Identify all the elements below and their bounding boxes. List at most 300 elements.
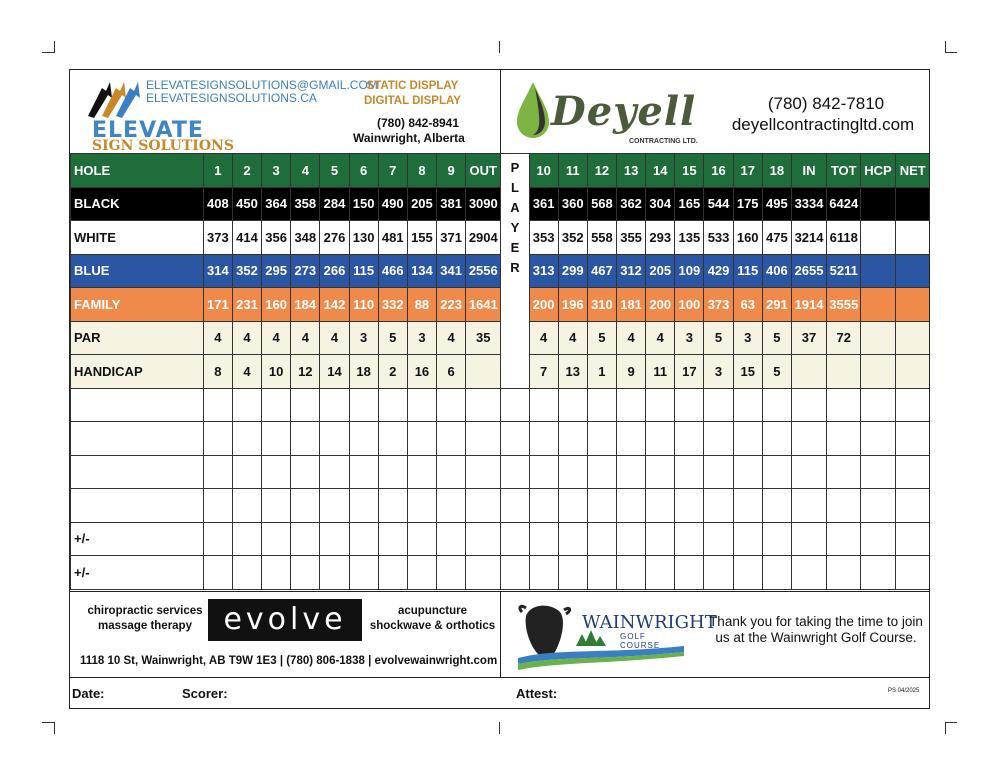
score-cell: 115 xyxy=(733,254,762,288)
score-cell: 175 xyxy=(733,187,762,221)
score-cell: 1641 xyxy=(466,288,501,322)
score-entry-cell[interactable] xyxy=(733,422,762,456)
entry-row-label xyxy=(71,489,204,523)
score-cell: 10 xyxy=(262,355,291,389)
score-cell: 276 xyxy=(320,221,349,255)
score-entry-cell[interactable] xyxy=(646,422,675,456)
score-cell: 8 xyxy=(203,355,232,389)
drop-icon xyxy=(513,80,553,140)
score-entry-cell[interactable] xyxy=(349,388,378,422)
hole-header-cell: 4 xyxy=(291,154,320,188)
score-entry-cell[interactable] xyxy=(733,489,762,523)
score-entry-cell[interactable] xyxy=(437,556,466,590)
score-entry-cell[interactable] xyxy=(232,388,261,422)
score-entry-cell[interactable] xyxy=(349,522,378,556)
hole-header-cell: 5 xyxy=(320,154,349,188)
deyell-website: deyellcontractingltd.com xyxy=(731,115,915,134)
score-entry-cell[interactable] xyxy=(466,422,501,456)
score-entry-cell[interactable] xyxy=(895,422,930,456)
score-entry-cell[interactable] xyxy=(203,422,232,456)
hole-header-cell: 2 xyxy=(232,154,261,188)
row-label: WHITE xyxy=(71,221,204,255)
service-acupuncture: acupuncture xyxy=(397,605,467,617)
score-entry-cell[interactable] xyxy=(529,522,558,556)
score-cell: 184 xyxy=(291,288,320,322)
score-entry-cell[interactable] xyxy=(861,489,895,523)
score-cell: 362 xyxy=(617,187,646,221)
score-cell: 4 xyxy=(617,321,646,355)
score-entry-cell[interactable] xyxy=(378,422,407,456)
score-entry-cell[interactable] xyxy=(501,422,529,456)
score-entry-cell[interactable] xyxy=(791,388,826,422)
score-entry-cell[interactable] xyxy=(466,522,501,556)
score-entry-cell[interactable] xyxy=(762,556,791,590)
score-cell: 4 xyxy=(437,321,466,355)
score-entry-cell[interactable] xyxy=(617,556,646,590)
hole-header-cell: 3 xyxy=(262,154,291,188)
score-cell: 205 xyxy=(646,254,675,288)
score-cell: 304 xyxy=(646,187,675,221)
score-cell[interactable] xyxy=(895,288,930,322)
score-cell: 450 xyxy=(232,187,261,221)
score-entry-cell[interactable] xyxy=(466,489,501,523)
score-entry-cell[interactable] xyxy=(466,388,501,422)
score-cell: 165 xyxy=(675,187,704,221)
score-entry-row xyxy=(71,422,931,456)
score-cell: 160 xyxy=(733,221,762,255)
deyell-ad xyxy=(500,70,930,153)
score-entry-cell[interactable] xyxy=(895,489,930,523)
service-shockwave: shockwave & orthotics xyxy=(369,620,496,632)
hole-header-cell: 14 xyxy=(646,154,675,188)
score-entry-cell[interactable] xyxy=(262,556,291,590)
score-entry-row xyxy=(71,556,931,590)
score-entry-cell[interactable] xyxy=(291,388,320,422)
entry-row-label xyxy=(71,455,204,489)
score-entry-cell[interactable] xyxy=(827,455,861,489)
score-entry-cell[interactable] xyxy=(895,522,930,556)
score-cell: 5211 xyxy=(827,254,861,288)
score-cell: 4 xyxy=(320,321,349,355)
player-letter: A xyxy=(510,200,520,215)
score-entry-cell[interactable] xyxy=(262,522,291,556)
score-entry-cell[interactable] xyxy=(646,556,675,590)
score-entry-cell[interactable] xyxy=(646,455,675,489)
score-entry-cell[interactable] xyxy=(827,556,861,590)
score-entry-cell[interactable] xyxy=(437,388,466,422)
score-entry-cell[interactable] xyxy=(203,556,232,590)
hole-header-cell: 15 xyxy=(675,154,704,188)
score-entry-cell[interactable] xyxy=(466,455,501,489)
score-entry-cell[interactable] xyxy=(861,556,895,590)
white-row xyxy=(71,221,931,255)
score-cell: 3334 xyxy=(791,187,826,221)
hole-header-cell: HCP xyxy=(861,154,895,188)
score-entry-cell[interactable] xyxy=(407,455,436,489)
score-entry-cell[interactable] xyxy=(704,455,733,489)
score-table xyxy=(70,153,930,590)
score-cell: 150 xyxy=(349,187,378,221)
score-cell: 35 xyxy=(466,321,501,355)
score-entry-cell[interactable] xyxy=(558,489,587,523)
score-entry-cell[interactable] xyxy=(704,388,733,422)
score-cell: 293 xyxy=(646,221,675,255)
score-entry-cell[interactable] xyxy=(291,489,320,523)
score-entry-cell[interactable] xyxy=(262,422,291,456)
score-cell: 223 xyxy=(437,288,466,322)
score-entry-cell[interactable] xyxy=(617,422,646,456)
score-entry-cell[interactable] xyxy=(232,455,261,489)
score-entry-cell[interactable] xyxy=(762,455,791,489)
score-cell: 6118 xyxy=(827,221,861,255)
top-ad-band xyxy=(70,70,930,154)
score-cell: 310 xyxy=(587,288,616,322)
score-entry-cell[interactable] xyxy=(262,455,291,489)
score-cell: 16 xyxy=(407,355,436,389)
hole-header-cell: NET xyxy=(895,154,930,188)
crop-mark xyxy=(42,52,54,53)
score-entry-cell[interactable] xyxy=(407,489,436,523)
score-entry-cell[interactable] xyxy=(791,455,826,489)
score-entry-cell[interactable] xyxy=(203,489,232,523)
score-entry-cell[interactable] xyxy=(501,489,529,523)
score-cell: 160 xyxy=(262,288,291,322)
score-cell: 544 xyxy=(704,187,733,221)
score-cell: 200 xyxy=(646,288,675,322)
score-entry-cell[interactable] xyxy=(827,388,861,422)
score-entry-cell[interactable] xyxy=(704,422,733,456)
score-cell: 558 xyxy=(587,221,616,255)
score-entry-cell[interactable] xyxy=(501,455,529,489)
score-entry-cell[interactable] xyxy=(704,489,733,523)
score-entry-cell[interactable] xyxy=(232,556,261,590)
score-entry-cell[interactable] xyxy=(762,388,791,422)
crop-mark xyxy=(54,41,55,53)
score-cell: 3 xyxy=(675,321,704,355)
score-cell: 134 xyxy=(407,254,436,288)
score-entry-cell[interactable] xyxy=(733,556,762,590)
score-entry-cell[interactable] xyxy=(861,422,895,456)
score-cell: 475 xyxy=(762,221,791,255)
score-cell: 490 xyxy=(378,187,407,221)
score-cell: 5 xyxy=(704,321,733,355)
score-cell: 5 xyxy=(378,321,407,355)
evolve-services-right xyxy=(365,604,500,634)
score-cell: 4 xyxy=(291,321,320,355)
score-entry-cell[interactable] xyxy=(558,422,587,456)
hole-header-cell: 17 xyxy=(733,154,762,188)
score-entry-cell[interactable] xyxy=(827,422,861,456)
score-entry-cell[interactable] xyxy=(262,388,291,422)
score-entry-cell[interactable] xyxy=(617,388,646,422)
elevate-sub: SIGN SOLUTIONS xyxy=(92,138,234,154)
score-entry-cell[interactable] xyxy=(232,489,261,523)
score-entry-cell[interactable] xyxy=(320,489,349,523)
crop-mark xyxy=(945,722,946,734)
score-entry-cell[interactable] xyxy=(827,522,861,556)
score-cell: 17 xyxy=(675,355,704,389)
score-cell: 18 xyxy=(349,355,378,389)
score-cell: 466 xyxy=(378,254,407,288)
score-cell: 312 xyxy=(617,254,646,288)
score-cell: 361 xyxy=(529,187,558,221)
score-entry-cell[interactable] xyxy=(558,556,587,590)
score-cell[interactable] xyxy=(861,221,895,255)
score-entry-cell[interactable] xyxy=(378,455,407,489)
score-cell: 273 xyxy=(291,254,320,288)
score-cell: 171 xyxy=(203,288,232,322)
score-cell: 299 xyxy=(558,254,587,288)
score-entry-cell[interactable] xyxy=(291,522,320,556)
hole-header-cell: TOT xyxy=(827,154,861,188)
score-entry-cell[interactable] xyxy=(203,522,232,556)
score-cell: 4 xyxy=(232,321,261,355)
hole-header-cell: 13 xyxy=(617,154,646,188)
score-cell: 4 xyxy=(262,321,291,355)
row-label: BLUE xyxy=(71,254,204,288)
score-entry-cell[interactable] xyxy=(349,455,378,489)
score-cell: 467 xyxy=(587,254,616,288)
score-entry-cell[interactable] xyxy=(437,455,466,489)
score-cell: 15 xyxy=(733,355,762,389)
hole-header-cell: 6 xyxy=(349,154,378,188)
score-cell: 100 xyxy=(675,288,704,322)
score-cell: 3090 xyxy=(466,187,501,221)
entry-row-label xyxy=(71,422,204,456)
score-entry-cell[interactable] xyxy=(587,489,616,523)
score-entry-cell[interactable] xyxy=(704,556,733,590)
score-entry-cell[interactable] xyxy=(320,556,349,590)
score-entry-cell[interactable] xyxy=(861,388,895,422)
score-cell: 429 xyxy=(704,254,733,288)
score-entry-cell[interactable] xyxy=(349,556,378,590)
score-entry-cell[interactable] xyxy=(407,388,436,422)
hole-header-cell: 18 xyxy=(762,154,791,188)
score-entry-cell[interactable] xyxy=(762,489,791,523)
score-entry-cell[interactable] xyxy=(762,422,791,456)
score-entry-cell[interactable] xyxy=(704,522,733,556)
score-entry-cell[interactable] xyxy=(861,522,895,556)
score-entry-cell[interactable] xyxy=(407,556,436,590)
crop-mark xyxy=(54,722,55,734)
score-entry-cell[interactable] xyxy=(675,455,704,489)
score-cell: 353 xyxy=(529,221,558,255)
score-entry-cell[interactable] xyxy=(861,455,895,489)
score-entry-cell[interactable] xyxy=(587,422,616,456)
elevate-phone: (780) 842-8941 xyxy=(376,116,460,130)
score-entry-cell[interactable] xyxy=(501,522,529,556)
score-cell[interactable] xyxy=(895,187,930,221)
score-entry-cell[interactable] xyxy=(291,455,320,489)
score-cell[interactable] xyxy=(861,187,895,221)
score-entry-cell[interactable] xyxy=(203,455,232,489)
score-cell: 115 xyxy=(349,254,378,288)
score-entry-cell[interactable] xyxy=(378,489,407,523)
score-entry-cell[interactable] xyxy=(617,489,646,523)
crop-mark xyxy=(945,722,957,723)
crop-mark xyxy=(945,52,957,53)
score-entry-cell[interactable] xyxy=(262,489,291,523)
score-entry-cell[interactable] xyxy=(617,522,646,556)
score-cell[interactable] xyxy=(895,254,930,288)
deyell-phone: (780) 842-7810 xyxy=(767,94,885,113)
score-entry-cell[interactable] xyxy=(529,455,558,489)
score-cell: 200 xyxy=(529,288,558,322)
score-entry-cell[interactable] xyxy=(407,422,436,456)
score-entry-cell[interactable] xyxy=(646,388,675,422)
score-cell: 135 xyxy=(675,221,704,255)
score-entry-cell[interactable] xyxy=(733,455,762,489)
crop-mark xyxy=(42,722,54,723)
score-cell[interactable] xyxy=(861,355,895,389)
score-cell: 181 xyxy=(617,288,646,322)
score-entry-cell[interactable] xyxy=(646,489,675,523)
score-entry-cell[interactable] xyxy=(587,388,616,422)
score-entry-cell[interactable] xyxy=(617,455,646,489)
elevate-website: ELEVATESIGNSOLUTIONS.CA xyxy=(146,91,317,105)
score-cell[interactable] xyxy=(861,254,895,288)
score-entry-cell[interactable] xyxy=(675,489,704,523)
score-entry-cell[interactable] xyxy=(466,556,501,590)
hole-header-cell: 1 xyxy=(203,154,232,188)
score-entry-cell[interactable] xyxy=(320,388,349,422)
score-cell: 295 xyxy=(262,254,291,288)
score-cell: 373 xyxy=(704,288,733,322)
elevate-word: ELEVATE xyxy=(92,118,204,143)
score-entry-cell[interactable] xyxy=(558,388,587,422)
score-entry-cell[interactable] xyxy=(791,489,826,523)
score-entry-cell[interactable] xyxy=(529,556,558,590)
score-entry-cell[interactable] xyxy=(501,388,529,422)
score-cell: 130 xyxy=(349,221,378,255)
score-entry-cell[interactable] xyxy=(587,522,616,556)
score-entry-cell[interactable] xyxy=(378,388,407,422)
score-entry-cell[interactable] xyxy=(791,422,826,456)
score-entry-cell[interactable] xyxy=(320,455,349,489)
score-cell: 406 xyxy=(762,254,791,288)
score-cell: 373 xyxy=(203,221,232,255)
score-cell[interactable] xyxy=(895,321,930,355)
wainwright-name: WAINWRIGHT xyxy=(582,612,717,633)
score-entry-cell[interactable] xyxy=(437,489,466,523)
deyell-name: Deyell xyxy=(551,88,697,135)
score-entry-cell[interactable] xyxy=(895,455,930,489)
score-entry-cell[interactable] xyxy=(558,522,587,556)
bottom-ad-band xyxy=(70,591,930,678)
score-entry-cell[interactable] xyxy=(675,388,704,422)
score-entry-cell[interactable] xyxy=(675,422,704,456)
score-entry-cell[interactable] xyxy=(733,522,762,556)
score-entry-cell[interactable] xyxy=(733,388,762,422)
score-entry-cell[interactable] xyxy=(529,422,558,456)
score-cell: 355 xyxy=(617,221,646,255)
score-cell: 568 xyxy=(587,187,616,221)
score-cell: 348 xyxy=(291,221,320,255)
score-entry-cell[interactable] xyxy=(349,489,378,523)
score-entry-cell[interactable] xyxy=(437,422,466,456)
score-entry-cell[interactable] xyxy=(378,522,407,556)
score-cell: 3 xyxy=(704,355,733,389)
score-entry-cell[interactable] xyxy=(437,522,466,556)
score-cell: 3 xyxy=(733,321,762,355)
score-cell: 205 xyxy=(407,187,436,221)
score-cell: 3 xyxy=(349,321,378,355)
player-letter: L xyxy=(510,180,519,195)
score-entry-cell[interactable] xyxy=(558,455,587,489)
score-entry-cell[interactable] xyxy=(529,489,558,523)
hole-header-cell: OUT xyxy=(466,154,501,188)
score-entry-cell[interactable] xyxy=(320,522,349,556)
evolve-ad xyxy=(70,592,500,677)
score-entry-cell[interactable] xyxy=(501,556,529,590)
date-label: Date: xyxy=(72,686,105,701)
score-cell[interactable] xyxy=(861,321,895,355)
score-entry-cell[interactable] xyxy=(895,556,930,590)
score-cell: 142 xyxy=(320,288,349,322)
score-cell: 231 xyxy=(232,288,261,322)
score-cell: 37 xyxy=(791,321,826,355)
score-entry-cell[interactable] xyxy=(203,388,232,422)
score-cell[interactable] xyxy=(861,288,895,322)
score-entry-cell[interactable] xyxy=(320,422,349,456)
score-cell: 266 xyxy=(320,254,349,288)
score-entry-cell[interactable] xyxy=(791,556,826,590)
score-cell: 63 xyxy=(733,288,762,322)
score-cell: 414 xyxy=(232,221,261,255)
score-entry-cell[interactable] xyxy=(827,489,861,523)
score-cell xyxy=(791,355,826,389)
service-digital: DIGITAL DISPLAY xyxy=(364,95,461,107)
score-cell: 155 xyxy=(407,221,436,255)
player-letter: P xyxy=(510,160,520,175)
score-cell: 352 xyxy=(558,221,587,255)
evolve-logo: evolve xyxy=(208,599,362,641)
deyell-sub: CONTRACTING LTD. xyxy=(629,138,698,145)
score-entry-cell[interactable] xyxy=(407,522,436,556)
score-cell: 11 xyxy=(646,355,675,389)
scorer-label: Scorer: xyxy=(182,686,228,701)
score-entry-cell[interactable] xyxy=(587,455,616,489)
score-entry-cell[interactable] xyxy=(378,556,407,590)
score-entry-cell[interactable] xyxy=(349,422,378,456)
score-entry-cell[interactable] xyxy=(291,422,320,456)
score-cell[interactable] xyxy=(895,355,930,389)
score-entry-cell[interactable] xyxy=(675,556,704,590)
score-entry-cell[interactable] xyxy=(232,422,261,456)
score-entry-cell[interactable] xyxy=(646,522,675,556)
elevate-contact xyxy=(146,79,378,105)
score-entry-row xyxy=(71,489,931,523)
score-entry-cell[interactable] xyxy=(762,522,791,556)
score-entry-cell[interactable] xyxy=(529,388,558,422)
wainwright-ad xyxy=(500,592,930,677)
score-cell: 5 xyxy=(762,355,791,389)
score-cell[interactable] xyxy=(895,221,930,255)
score-entry-row xyxy=(71,388,931,422)
score-entry-cell[interactable] xyxy=(895,388,930,422)
score-cell: 110 xyxy=(349,288,378,322)
score-cell: 3 xyxy=(407,321,436,355)
score-entry-cell[interactable] xyxy=(675,522,704,556)
score-cell: 9 xyxy=(617,355,646,389)
score-entry-cell[interactable] xyxy=(291,556,320,590)
score-cell: 4 xyxy=(646,321,675,355)
score-entry-cell[interactable] xyxy=(791,522,826,556)
score-entry-cell[interactable] xyxy=(587,556,616,590)
elevate-ad xyxy=(70,70,500,153)
score-entry-cell[interactable] xyxy=(232,522,261,556)
hole-header-cell: HOLE xyxy=(71,154,204,188)
